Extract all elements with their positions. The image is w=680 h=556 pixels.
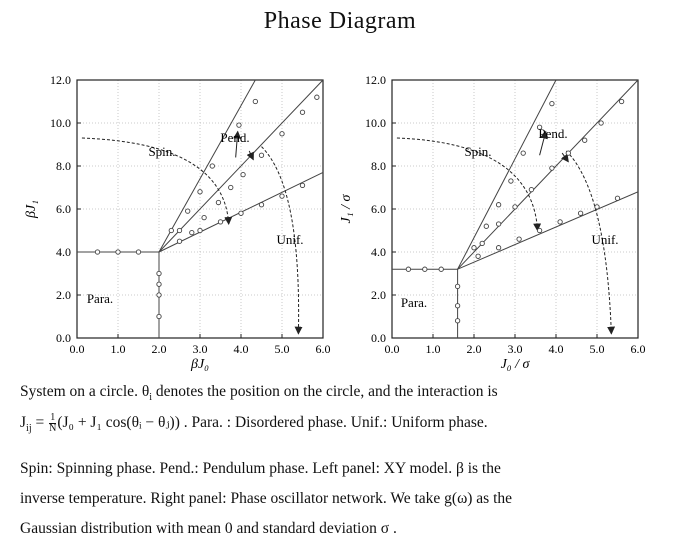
x-tick-label: 5.0 xyxy=(274,342,290,356)
data-point xyxy=(169,228,173,232)
data-point xyxy=(583,138,587,142)
arrow xyxy=(249,151,253,160)
x-tick-label: 1.0 xyxy=(110,342,126,356)
data-point xyxy=(259,203,263,207)
y-tick-label: 12.0 xyxy=(365,73,386,87)
data-point xyxy=(218,220,222,224)
phase-boundary-line xyxy=(458,192,638,269)
data-point xyxy=(595,205,599,209)
data-point xyxy=(509,179,513,183)
x-tick-label: 2.0 xyxy=(466,342,482,356)
x-tick-label: 1.0 xyxy=(425,342,441,356)
caption-line-2 xyxy=(20,413,670,434)
x-tick-label: 6.0 xyxy=(630,342,646,356)
caption-text: System on a circle. θ xyxy=(20,383,150,400)
data-point xyxy=(190,230,194,234)
caption-line-1 xyxy=(20,383,670,403)
data-point xyxy=(496,222,500,226)
data-point xyxy=(157,282,161,286)
data-point xyxy=(237,123,241,127)
data-point xyxy=(177,239,181,243)
data-point xyxy=(484,224,488,228)
x-axis-label: βJ₀ xyxy=(190,357,210,372)
x-tick-label: 0.0 xyxy=(69,342,85,356)
y-tick-label: 8.0 xyxy=(56,159,71,173)
chart-panel-right xyxy=(339,73,646,372)
data-point xyxy=(229,185,233,189)
data-point xyxy=(455,319,459,323)
region-label-para: Para. xyxy=(86,291,114,306)
data-point xyxy=(455,284,459,288)
data-point xyxy=(480,241,484,245)
formula-equals: = xyxy=(31,414,49,432)
data-point xyxy=(537,228,541,232)
y-tick-label: 2.0 xyxy=(371,288,386,302)
data-point xyxy=(239,211,243,215)
data-point xyxy=(496,246,500,250)
y-tick-label: 6.0 xyxy=(371,202,386,216)
caption-line-5: Gaussian distribution with mean 0 and standard deviation σ . xyxy=(20,520,397,537)
data-point xyxy=(259,153,263,157)
data-point xyxy=(157,314,161,318)
caption-text: denotes the position on the circle, and the interaction is xyxy=(152,383,498,400)
x-tick-label: 6.0 xyxy=(315,342,331,356)
data-point xyxy=(300,183,304,187)
y-tick-label: 0.0 xyxy=(371,331,386,345)
data-point xyxy=(157,271,161,275)
region-label-para: Para. xyxy=(400,295,428,310)
caption-line-4: inverse temperature. Right panel: Phase oscillator network. We take g(ω) as the xyxy=(20,490,513,507)
x-tick-label: 5.0 xyxy=(589,342,605,356)
data-point xyxy=(521,151,525,155)
x-tick-label: 3.0 xyxy=(507,342,523,356)
region-label-unif: Unif. xyxy=(276,232,304,247)
data-point xyxy=(476,254,480,258)
data-point xyxy=(619,99,623,103)
x-axis-label: J₀ / σ xyxy=(500,357,530,372)
caption-line-3: Spin: Spinning phase. Pend.: Pendulum phase. Left panel: XY model. β is the xyxy=(20,460,501,477)
region-label-unif: Unif. xyxy=(591,232,619,247)
data-point xyxy=(241,172,245,176)
data-point xyxy=(116,250,120,254)
x-tick-label: 2.0 xyxy=(151,342,167,356)
y-tick-label: 2.0 xyxy=(56,288,71,302)
y-tick-label: 4.0 xyxy=(56,245,71,259)
x-tick-label: 4.0 xyxy=(233,342,249,356)
data-point xyxy=(406,267,410,271)
data-point xyxy=(550,166,554,170)
data-point xyxy=(300,110,304,114)
y-tick-label: 8.0 xyxy=(371,159,386,173)
data-point xyxy=(198,190,202,194)
y-tick-label: 10.0 xyxy=(50,116,71,130)
data-point xyxy=(157,293,161,297)
data-point xyxy=(177,228,181,232)
formula-lhs: J xyxy=(20,414,27,432)
data-point xyxy=(496,203,500,207)
y-tick-label: 0.0 xyxy=(56,331,71,345)
data-point xyxy=(558,220,562,224)
data-point xyxy=(210,164,214,168)
y-tick-label: 10.0 xyxy=(365,116,386,130)
data-point xyxy=(529,187,533,191)
data-point xyxy=(216,200,220,204)
y-tick-label: 12.0 xyxy=(50,73,71,87)
y-tick-label: 6.0 xyxy=(56,202,71,216)
y-axis-label: βJ₁ xyxy=(24,199,39,219)
data-point xyxy=(578,211,582,215)
x-tick-label: 3.0 xyxy=(192,342,208,356)
data-point xyxy=(566,151,570,155)
fraction-denominator: N xyxy=(49,423,57,434)
data-point xyxy=(280,132,284,136)
y-axis-label: J₁ / σ xyxy=(339,194,354,224)
x-tick-label: 0.0 xyxy=(384,342,400,356)
y-tick-label: 4.0 xyxy=(371,245,386,259)
data-point xyxy=(550,101,554,105)
caption-sub: i xyxy=(149,392,153,404)
region-label-pend: Pend. xyxy=(538,126,568,141)
data-point xyxy=(517,237,521,241)
formula-body: (J₀ + J₁ cos(θᵢ − θⱼ)) xyxy=(57,414,180,432)
data-point xyxy=(455,304,459,308)
data-point xyxy=(423,267,427,271)
data-point xyxy=(315,95,319,99)
data-point xyxy=(439,267,443,271)
x-tick-label: 4.0 xyxy=(548,342,564,356)
data-point xyxy=(253,99,257,103)
region-label-spin: Spin. xyxy=(464,144,492,159)
data-point xyxy=(513,205,517,209)
chart-panel-left xyxy=(24,73,331,372)
data-point xyxy=(95,250,99,254)
data-point xyxy=(280,194,284,198)
region-label-spin: Spin. xyxy=(148,144,176,159)
formula-lhs-sub: ij xyxy=(26,423,32,435)
data-point xyxy=(136,250,140,254)
data-point xyxy=(198,228,202,232)
phase-boundary-line xyxy=(458,80,556,269)
formula-fraction xyxy=(49,413,56,434)
data-point xyxy=(615,196,619,200)
data-point xyxy=(599,121,603,125)
data-point xyxy=(186,209,190,213)
region-label-pend: Pend. xyxy=(220,130,250,145)
fraction-numerator: 1 xyxy=(50,412,56,423)
data-point xyxy=(472,246,476,250)
page-title: Phase Diagram xyxy=(263,8,417,34)
caption-text: . Para. : Disordered phase. Unif.: Uniform phase. xyxy=(179,414,488,432)
data-point xyxy=(202,215,206,219)
